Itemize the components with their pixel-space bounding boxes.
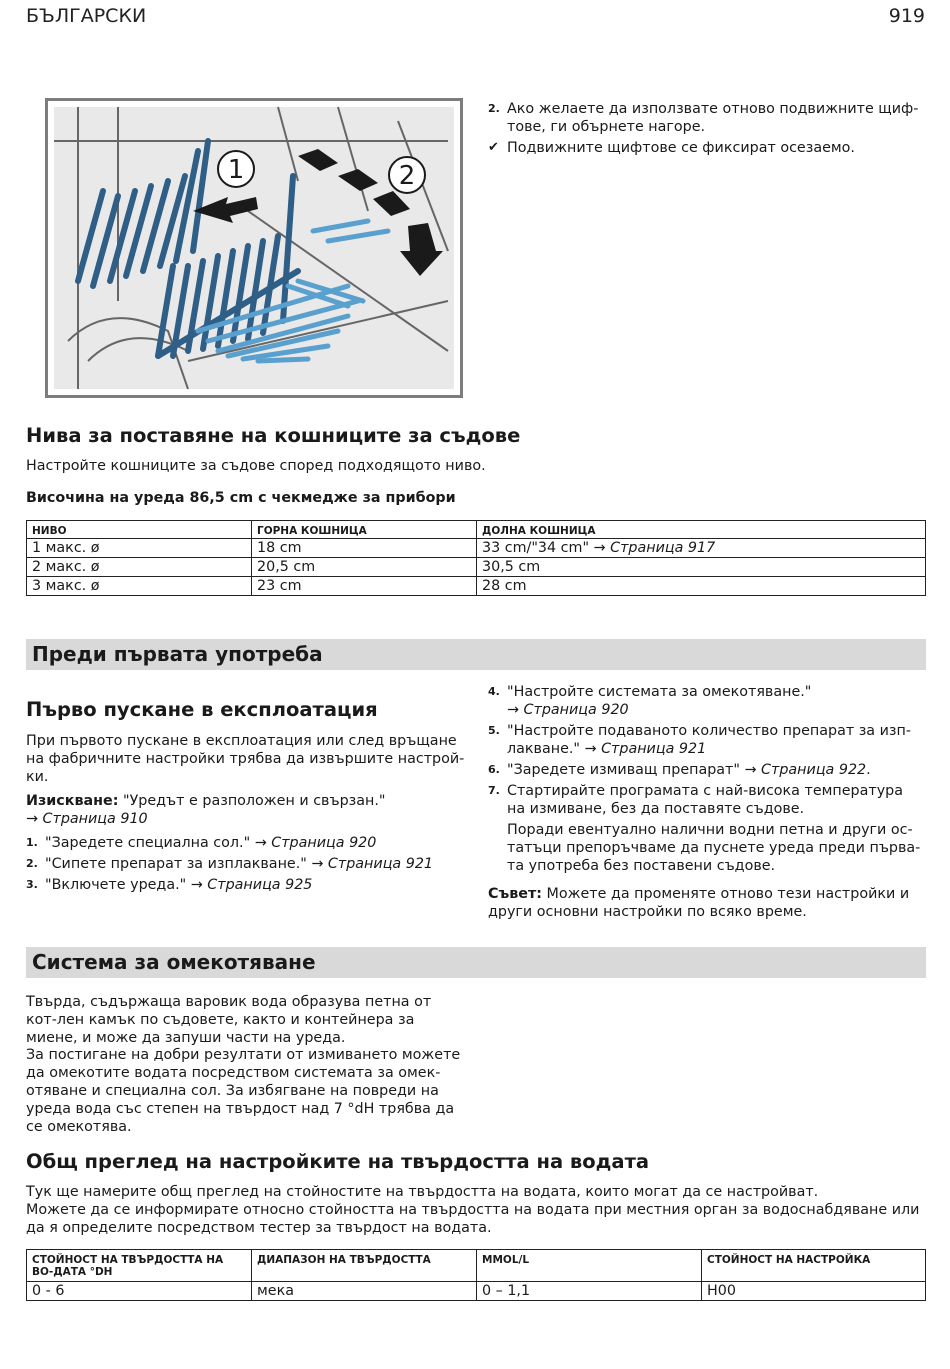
table-cell [477, 539, 926, 558]
page-link[interactable]: Страница 921 [601, 741, 707, 757]
requirement-text: "Уредът е разположен и свързан." [123, 793, 386, 809]
result-text: Подвижните щифтове се фиксират осезаемо. [507, 140, 855, 156]
step-result [488, 139, 923, 157]
table-cell: 3 макс. ø [27, 577, 252, 596]
table-cell: 20,5 cm [252, 558, 477, 577]
section-header: БЪЛГАРСКИ [26, 5, 147, 27]
table-cell: 0 - 6 [27, 1282, 252, 1301]
table-cell: H00 [702, 1282, 926, 1301]
tip [488, 885, 923, 921]
table-cell: 0 – 1,1 [477, 1282, 702, 1301]
callout-1: 1 [227, 155, 245, 185]
column-header: ГОРНА КОШНИЦА [252, 521, 477, 539]
section-bar-first-use: Преди първата употреба [26, 639, 926, 670]
step-number: 3. [26, 878, 38, 891]
table-cell: 1 макс. ø [27, 539, 252, 558]
table-cell: мека [252, 1282, 477, 1301]
requirement [26, 792, 466, 828]
step-6 [488, 761, 923, 779]
hardness-line-1: Тук ще намерите общ преглед на стойностите на твърдостта на водата, които могат да се настройват. [26, 1184, 819, 1200]
callout-2: 2 [398, 161, 416, 191]
step-end: . [866, 762, 871, 778]
step-number: 7. [488, 784, 500, 797]
column-header: ДОЛНА КОШНИЦА [477, 521, 926, 539]
cell-text: 33 cm/"34 cm" → [482, 540, 606, 556]
requirement-label: Изискване: [26, 793, 119, 809]
levels-subtitle: Височина на уреда 86,5 cm с чекмедже за прибори [26, 490, 456, 506]
step-number: 2. [488, 102, 500, 115]
table-row [27, 1282, 926, 1301]
step-text: "Включете уреда." → [45, 877, 203, 893]
table-cell: 23 cm [252, 577, 477, 596]
rack-drawing [48, 101, 460, 395]
step-text: Стартирайте програмата с най-висока температура на измиване, без да поставяте съдове. [507, 783, 904, 817]
step-note: Поради евентуално налични водни петна и други ос-татъци препоръчваме да пуснете уреда преди първа-та употреба без поставени съдове. [507, 822, 921, 874]
step-2 [26, 855, 466, 873]
table-header-row [27, 521, 926, 539]
step-1 [26, 834, 466, 852]
softening-para-1: Твърда, съдържаща варовик вода образува петна от кот-лен камък по съдовете, както и контейнера за миене, и може да запуши части на уреда. [26, 994, 432, 1046]
step-number: 1. [26, 836, 38, 849]
page-link[interactable]: → Страница 920 [507, 702, 629, 718]
table-cell: 18 cm [252, 539, 477, 558]
page-link[interactable]: Страница 917 [610, 540, 716, 556]
step-4 [488, 683, 923, 719]
tip-text: Можете да променяте отново тези настройки и други основни настройки по всяко време. [488, 886, 910, 920]
page-link[interactable]: Страница 922 [761, 762, 867, 778]
table-cell: 2 макс. ø [27, 558, 252, 577]
step-text: "Сипете препарат за изплакване." → [45, 856, 324, 872]
table-row [27, 577, 926, 596]
section-bar-softening: Система за омекотяване [26, 947, 926, 978]
hardness-table [26, 1249, 926, 1301]
table-header-row [27, 1250, 926, 1282]
step-text: "Заредете специална сол." → [45, 835, 267, 851]
step-number: 5. [488, 724, 500, 737]
first-startup-title: Първо пускане в експлоатация [26, 698, 378, 721]
step-2 [488, 100, 923, 136]
step-text: "Настройте системата за омекотяване." [507, 684, 812, 700]
hardness-line-2: Можете да се информирате относно стойността на твърдостта на водата при местния орган за водоснабдяване или да я определите посредством тестер за твърдост на водата. [26, 1202, 920, 1236]
dishwasher-rack-illustration [45, 98, 463, 398]
step-number: 4. [488, 685, 500, 698]
check-icon: ✔ [488, 140, 499, 155]
column-header: MMOL/L [477, 1250, 702, 1282]
levels-intro: Настройте кошниците за съдове според подходящото ниво. [26, 458, 486, 474]
first-startup-intro: При първото пускане в експлоатация или след връщане на фабричните настройки трябва да извършите настрой-ки. [26, 733, 465, 785]
step-7 [488, 782, 923, 875]
steps-right [488, 683, 923, 875]
hardness-title: Общ преглед на настройките на твърдостта на водата [26, 1150, 650, 1173]
step-number: 2. [26, 857, 38, 870]
table-row [27, 539, 926, 558]
step-text: "Заредете измиващ препарат" → [507, 762, 757, 778]
table-cell: 28 cm [477, 577, 926, 596]
top-steps [488, 100, 923, 157]
levels-title: Нива за поставяне на кошниците за съдове [26, 424, 521, 447]
step-3 [26, 876, 466, 894]
step-5 [488, 722, 923, 758]
page-link[interactable]: Страница 920 [271, 835, 377, 851]
levels-table [26, 520, 926, 596]
column-header: ДИАПАЗОН НА ТВЪРДОСТТА [252, 1250, 477, 1282]
step-text: "Настройте подаваното количество препарат за изп-лакване." → [507, 723, 912, 757]
table-cell: 30,5 cm [477, 558, 926, 577]
page-number: 919 [888, 5, 925, 27]
column-header: СТОЙНОСТ НА НАСТРОЙКА [702, 1250, 926, 1282]
column-header: СТОЙНОСТ НА ТВЪРДОСТТА НА ВО-ДАТА °DH [27, 1250, 252, 1282]
requirement-link[interactable]: → Страница 910 [26, 811, 148, 827]
page-link[interactable]: Страница 925 [207, 877, 313, 893]
steps-left [26, 834, 466, 894]
step-text: Ако желаете да използвате отново подвижните щиф-тове, ги обърнете нагоре. [507, 101, 919, 135]
column-header: НИВО [27, 521, 252, 539]
page-link[interactable]: Страница 921 [327, 856, 434, 872]
table-row [27, 558, 926, 577]
softening-para-2: За постигане на добри резултати от измиването можете да омекотите водата посредством системата за омек-отяване и специална сол. За избягване на повреди на уреда вода със степен на твърдост над 7 °dH трябва да се омекотява. [26, 1047, 461, 1135]
tip-label: Съвет: [488, 886, 542, 902]
step-number: 6. [488, 763, 500, 776]
